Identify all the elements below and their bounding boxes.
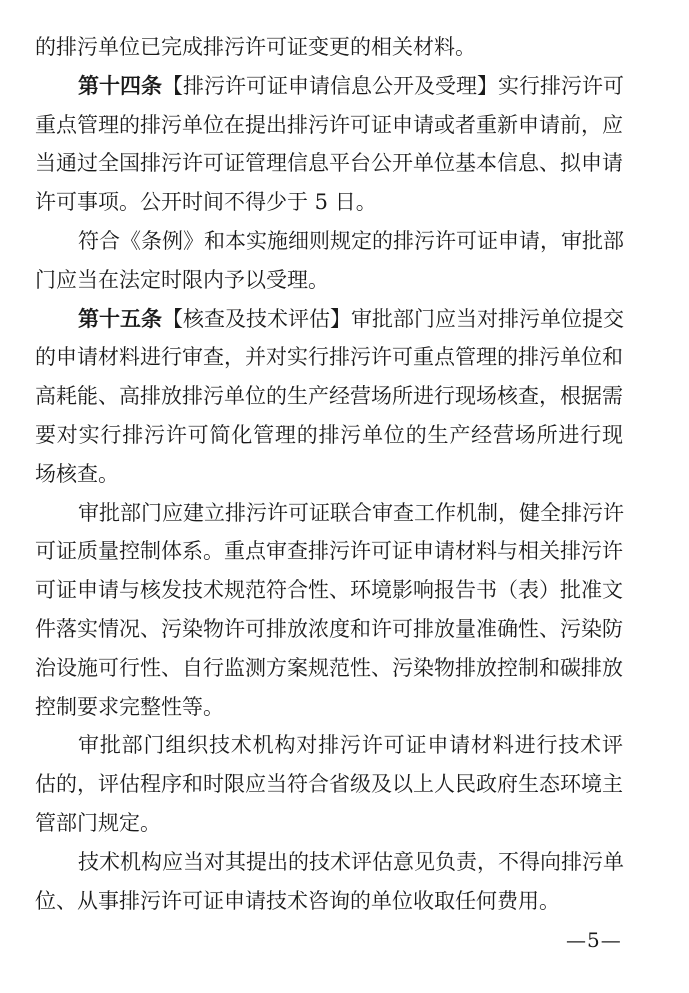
text-line [35,67,623,106]
line-text: 可证质量控制体系。重点审查排污许可证申请材料与相关排污许 [35,539,623,564]
text-line [35,882,623,921]
line-text: 治设施可行性、自行监测方案规范性、污染物排放控制和碳排放 [35,655,623,680]
line-text: 场核查。 [35,461,119,486]
text-line [35,28,623,67]
text-line [35,416,623,455]
text-line [35,106,623,145]
text-line [35,649,623,688]
text-line [35,222,623,261]
line-text: 的申请材料进行审查，并对实行排污许可重点管理的排污单位和 [35,345,623,370]
line-text: 符合《条例》和本实施细则规定的排污许可证申请，审批部 [78,228,624,253]
article-number: 第十四条 [78,72,162,98]
text-line [35,261,623,300]
text-line [35,144,623,183]
text-line [35,532,623,571]
line-text: 【核查及技术评估】审批部门应当对排污单位提交 [162,306,624,331]
text-line [35,688,623,727]
text-line [35,843,623,882]
line-text: 件落实情况、污染物许可排放浓度和许可排放量准确性、污染防 [35,616,623,641]
line-text: 可证申请与核发技术规范符合性、环境影响报告书（表）批准文 [35,578,623,603]
line-text: 的排污单位已完成排污许可证变更的相关材料。 [35,35,476,59]
text-line [35,338,623,377]
line-text: 管部门规定。 [35,810,161,835]
document-body [35,28,623,920]
text-line [35,726,623,765]
line-text: 审批部门应建立排污许可证联合审查工作机制，健全排污许 [78,500,624,525]
text-line [35,377,623,416]
line-text: 审批部门组织技术机构对排污许可证申请材料进行技术评 [78,733,623,758]
line-text: 当通过全国排污许可证管理信息平台公开单位基本信息、拟申请 [35,151,623,176]
text-line [35,610,623,649]
text-line [35,765,623,804]
text-line [35,455,623,494]
line-text: 高耗能、高排放排污单位的生产经营场所进行现场核查，根据需 [35,384,623,409]
line-text: 位、从事排污许可证申请技术咨询的单位收取任何费用。 [35,888,560,913]
line-text: 许可事项。公开时间不得少于 5 日。 [35,190,377,215]
page-number: —5— [566,928,622,952]
text-line [35,494,623,533]
line-text: 控制要求完整性等。 [35,694,224,719]
text-line [35,804,623,843]
line-text: 要对实行排污许可简化管理的排污单位的生产经营场所进行现 [35,422,623,447]
text-line [35,300,623,339]
line-text: 重点管理的排污单位在提出排污许可证申请或者重新申请前，应 [35,112,623,137]
article-number: 第十五条 [78,305,162,331]
line-text: 【排污许可证申请信息公开及受理】实行排污许可 [162,73,624,98]
line-text: 估的，评估程序和时限应当符合省级及以上人民政府生态环境主 [35,772,623,797]
line-text: 门应当在法定时限内予以受理。 [35,267,329,292]
text-line [35,571,623,610]
text-line [35,183,623,222]
line-text: 技术机构应当对其提出的技术评估意见负责，不得向排污单 [78,849,624,874]
